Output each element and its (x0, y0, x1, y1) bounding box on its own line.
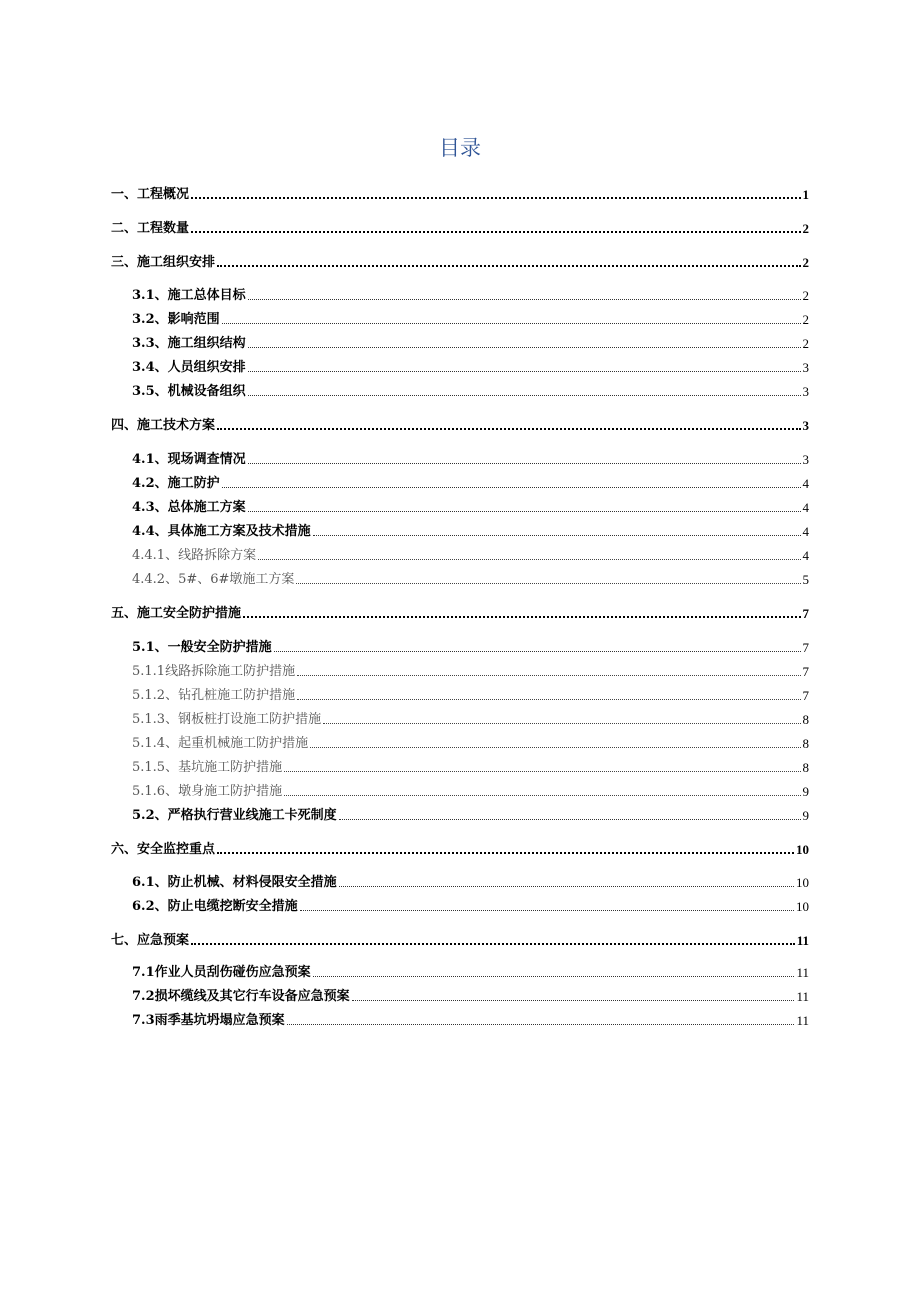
toc-dot-leader (313, 976, 795, 977)
toc-page-number: 7 (802, 664, 809, 679)
toc-page-number: 4 (802, 548, 809, 563)
toc-entry-label: 3.1、施工总体目标 (132, 288, 246, 303)
toc-page-number: 8 (802, 736, 809, 751)
toc-dot-leader (248, 299, 801, 300)
toc-page-number: 8 (802, 760, 809, 775)
toc-entry[interactable] (132, 449, 809, 469)
toc-page-number: 2 (802, 221, 809, 236)
toc-entry-label: 7.3雨季基坑坍塌应急预案 (132, 1013, 285, 1028)
toc-entry-label: 5.1、一般安全防护措施 (132, 640, 272, 655)
toc-dot-leader (296, 583, 800, 584)
toc-entry-label: 7.2损坏缆线及其它行车设备应急预案 (132, 989, 350, 1004)
toc-entry[interactable] (111, 218, 809, 238)
toc-entry-label: 四、施工技术方案 (111, 418, 216, 433)
toc-entry[interactable] (132, 709, 809, 729)
toc-entry[interactable] (132, 497, 809, 517)
toc-entry[interactable] (132, 521, 809, 541)
toc-entry[interactable] (132, 381, 809, 401)
toc-page-number: 3 (802, 384, 809, 399)
toc-entry-label: 5.1.3、钢板桩打设施工防护措施 (132, 712, 322, 727)
toc-entry-label: 4.2、施工防护 (132, 476, 220, 491)
toc-entry[interactable] (132, 569, 809, 589)
toc-dot-leader (310, 747, 800, 748)
toc-entry-label: 3.3、施工组织结构 (132, 336, 246, 351)
toc-page-number: 10 (796, 899, 809, 914)
toc-entry[interactable] (132, 285, 809, 305)
toc-entry[interactable] (132, 309, 809, 329)
toc-dot-leader (297, 699, 800, 700)
toc-dot-leader (274, 651, 801, 652)
toc-dot-leader (222, 487, 801, 488)
toc-entry-label: 七、应急预案 (111, 933, 190, 948)
toc-dot-leader (323, 723, 800, 724)
toc-entry[interactable] (132, 473, 809, 493)
toc-entry-label: 3.4、人员组织安排 (132, 360, 246, 375)
toc-entry-label: 7.1作业人员刮伤碰伤应急预案 (132, 965, 311, 980)
toc-entry-label: 5.1.5、基坑施工防护措施 (132, 760, 283, 775)
toc-page-number: 4 (802, 524, 809, 539)
toc-dot-leader (243, 616, 800, 618)
toc-dot-leader (284, 795, 800, 796)
toc-page-number: 3 (802, 360, 809, 375)
toc-entry-label: 6.1、防止机械、材料侵限安全措施 (132, 875, 337, 890)
toc-entry[interactable] (132, 733, 809, 753)
toc-entry[interactable] (132, 986, 809, 1006)
toc-page-number: 9 (802, 808, 809, 823)
toc-entry[interactable] (111, 603, 809, 623)
toc-entry-label: 一、工程概况 (111, 187, 190, 202)
toc-entry[interactable] (111, 930, 809, 950)
toc-entry-label: 4.4.2、5#、6#墩施工方案 (132, 572, 295, 587)
toc-page-number: 2 (802, 312, 809, 327)
toc-dot-leader (248, 511, 801, 512)
toc-entry-label: 6.2、防止电缆挖断安全措施 (132, 899, 298, 914)
toc-entry[interactable] (132, 357, 809, 377)
toc-dot-leader (248, 463, 801, 464)
toc-dot-leader (248, 347, 801, 348)
toc-entry[interactable] (132, 805, 809, 825)
toc-dot-leader (297, 675, 800, 676)
toc-entry-label: 4.3、总体施工方案 (132, 500, 246, 515)
toc-page-number: 4 (802, 476, 809, 491)
toc-entry[interactable] (132, 637, 809, 657)
toc-page-number: 10 (796, 875, 809, 890)
toc-entry-label: 5.2、严格执行营业线施工卡死制度 (132, 808, 337, 823)
toc-dot-leader (191, 197, 800, 199)
toc-entry-label: 三、施工组织安排 (111, 255, 216, 270)
toc-entry-label: 5.1.6、墩身施工防护措施 (132, 784, 283, 799)
toc-dot-leader (217, 428, 800, 430)
page-title: 目录 (439, 136, 481, 160)
toc-dot-leader (191, 231, 800, 233)
toc-page-number: 2 (802, 336, 809, 351)
toc-page-number: 11 (796, 933, 809, 948)
toc-entry[interactable] (132, 896, 809, 916)
toc-dot-leader (258, 559, 800, 560)
toc-entry-label: 4.1、现场调查情况 (132, 452, 246, 467)
toc-page-number: 10 (796, 842, 809, 857)
toc-dot-leader (339, 819, 801, 820)
toc-page-number: 8 (802, 712, 809, 727)
toc-page-number: 9 (802, 784, 809, 799)
toc-entry[interactable] (111, 839, 809, 859)
toc-entry[interactable] (132, 781, 809, 801)
toc-page-number: 1 (802, 187, 809, 202)
toc-page-number: 3 (802, 418, 809, 433)
toc-entry-label: 5.1.1线路拆除施工防护措施 (132, 664, 296, 679)
toc-entry[interactable] (132, 962, 809, 982)
toc-page-number: 7 (802, 606, 809, 621)
toc-entry[interactable] (132, 685, 809, 705)
toc-entry-label: 5.1.2、钻孔桩施工防护措施 (132, 688, 296, 703)
toc-entry-label: 3.5、机械设备组织 (132, 384, 246, 399)
toc-dot-leader (287, 1024, 795, 1025)
toc-entry-label: 3.2、影响范围 (132, 312, 220, 327)
toc-page-number: 2 (802, 288, 809, 303)
toc-entry[interactable] (132, 333, 809, 353)
toc-entry[interactable] (132, 545, 809, 565)
toc-dot-leader (217, 852, 794, 854)
toc-entry[interactable] (132, 872, 809, 892)
toc-entry-label: 六、安全监控重点 (111, 842, 216, 857)
toc-page-number: 4 (802, 500, 809, 515)
toc-entry[interactable] (111, 184, 809, 204)
toc-dot-leader (248, 395, 801, 396)
toc-entry-label: 4.4、具体施工方案及技术措施 (132, 524, 311, 539)
toc-dot-leader (300, 910, 794, 911)
toc-entry[interactable] (132, 661, 809, 681)
toc-entry[interactable] (132, 1010, 809, 1030)
toc-page-number: 11 (796, 965, 809, 980)
toc-entry-label: 4.4.1、线路拆除方案 (132, 548, 257, 563)
toc-dot-leader (222, 323, 801, 324)
toc-entry-label: 5.1.4、起重机械施工防护措施 (132, 736, 309, 751)
toc-dot-leader (248, 371, 801, 372)
toc-page-number: 3 (802, 452, 809, 467)
toc-page-number: 5 (802, 572, 809, 587)
toc-entry[interactable] (111, 252, 809, 272)
toc-dot-leader (284, 771, 800, 772)
toc-dot-leader (313, 535, 801, 536)
toc-dot-leader (352, 1000, 795, 1001)
toc-page-number: 7 (802, 640, 809, 655)
toc-dot-leader (339, 886, 794, 887)
toc-entry[interactable] (111, 415, 809, 435)
toc-entry-label: 二、工程数量 (111, 221, 190, 236)
toc-page-number: 2 (802, 255, 809, 270)
toc-page-number: 7 (802, 688, 809, 703)
toc-dot-leader (191, 943, 795, 945)
toc-entry-label: 五、施工安全防护措施 (111, 606, 242, 621)
toc-page-number: 11 (796, 989, 809, 1004)
toc-page-number: 11 (796, 1013, 809, 1028)
toc-dot-leader (217, 265, 800, 267)
toc-entry[interactable] (132, 757, 809, 777)
